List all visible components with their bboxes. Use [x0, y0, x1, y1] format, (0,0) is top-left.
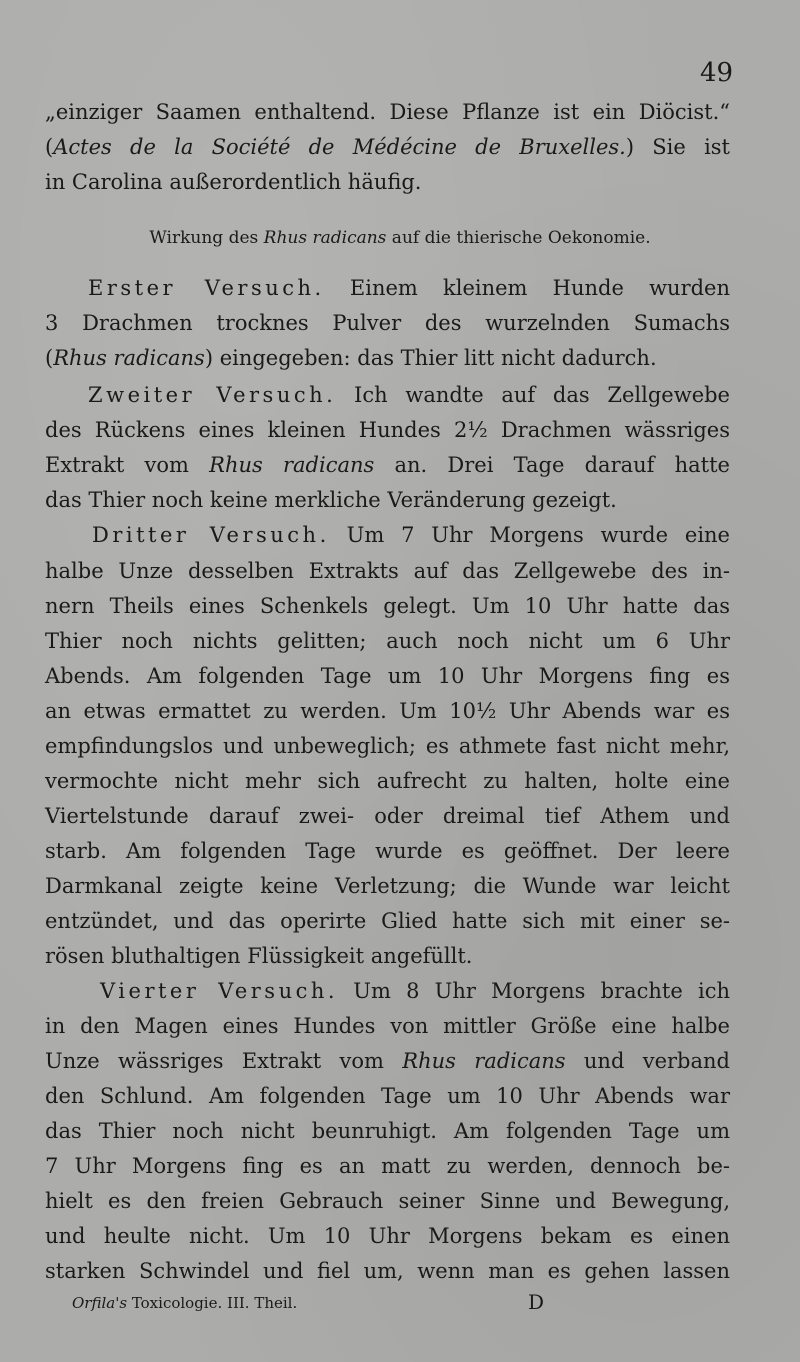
text: das Thier noch keine merkliche Veränderung gezeigt. [45, 488, 617, 512]
text: und heulte nicht. Um 10 Uhr Morgens bekam es einen [45, 1224, 730, 1248]
text: vermochte nicht mehr sich aufrecht zu halten, holte eine [45, 769, 730, 793]
text-line [45, 941, 730, 971]
signature-mark: D [528, 1290, 545, 1314]
text: an. Drei Tage darauf hatte [374, 453, 730, 477]
text-line [45, 132, 730, 162]
text-line [45, 308, 730, 338]
text-line [45, 1011, 730, 1041]
text-line [45, 591, 730, 621]
experiment-label: Dritter Versuch. [92, 523, 330, 547]
text: in Carolina außerordentlich häufig. [45, 170, 422, 194]
text: ) eingegeben: das Thier litt nicht dadurch. [204, 346, 657, 370]
text: Einem kleinem Hunde wurden [324, 276, 731, 300]
text-line [45, 556, 730, 586]
text: Ich wandte auf das Zellgewebe [336, 383, 730, 407]
page-number: 49 [700, 58, 734, 88]
text: 3 Drachmen trocknes Pulver des wurzelnden Sumachs [45, 311, 730, 335]
text: starken Schwindel und fiel um, wenn man es gehen lassen [45, 1259, 730, 1283]
text: starb. Am folgenden Tage wurde es geöffnet. Der leere [45, 839, 730, 863]
text-line [100, 976, 730, 1006]
text: Um 7 Uhr Morgens wurde eine [329, 523, 730, 547]
text-line [45, 415, 730, 445]
text: rösen bluthaltigen Flüssigkeit angefüllt. [45, 944, 473, 968]
text-line [45, 801, 730, 831]
species-name: Rhus radicans [209, 453, 375, 477]
text-line [45, 766, 730, 796]
text: das Thier noch nicht beunruhigt. Am folgenden Tage um [45, 1119, 730, 1143]
text-line [88, 380, 730, 410]
text-line [45, 1256, 730, 1286]
text: entzündet, und das operirte Glied hatte sich mit einer se- [45, 909, 730, 933]
text: 7 Uhr Morgens fing es an matt zu werden, dennoch be- [45, 1154, 730, 1178]
text-line [45, 343, 730, 373]
text-line [45, 1186, 730, 1216]
species-name: Rhus radicans [53, 346, 205, 370]
text: an etwas ermattet zu werden. Um 10½ Uhr Abends war es [45, 699, 730, 723]
text-line [45, 661, 730, 691]
experiment-label: Vierter Versuch. [100, 979, 339, 1003]
text-line [45, 906, 730, 936]
text-line [45, 696, 730, 726]
text-line [45, 1221, 730, 1251]
text: des Rückens eines kleinen Hundes 2½ Drachmen wässriges [45, 418, 730, 442]
text: Thier noch nichts gelitten; auch noch nicht um 6 Uhr [45, 629, 730, 653]
section-heading [0, 228, 800, 248]
text-line [45, 731, 730, 761]
text-line [45, 1081, 730, 1111]
text-line [45, 485, 730, 515]
species-name: Rhus radicans [263, 228, 387, 248]
footer-author: Orfila's [72, 1294, 128, 1312]
text: Viertelstunde darauf zwei- oder dreimal tief Athem und [45, 804, 730, 828]
text: Unze wässriges Extrakt vom [45, 1049, 403, 1073]
footer-title: Toxicologie. III. Theil. [127, 1294, 298, 1312]
experiment-label: Zweiter Versuch. [88, 383, 337, 407]
text: ( [45, 346, 54, 370]
text-line [88, 273, 730, 303]
text: Abends. Am folgenden Tage um 10 Uhr Morgens fing es [45, 664, 730, 688]
text-line [45, 167, 730, 197]
text: den Schlund. Am folgenden Tage um 10 Uhr Abends war [45, 1084, 730, 1108]
text-line [45, 97, 730, 127]
species-name: Rhus radicans [402, 1049, 566, 1073]
footer-signature [72, 1294, 297, 1312]
text-line [45, 871, 730, 901]
citation-title: Actes de la Société de Médécine de Bruxelles. [53, 135, 626, 159]
text-line [45, 1151, 730, 1181]
text: Extrakt vom [45, 453, 210, 477]
text-line [45, 1046, 730, 1076]
text-line [45, 626, 730, 656]
text-line [45, 450, 730, 480]
text: Darmkanal zeigte keine Verletzung; die Wunde war leicht [45, 874, 730, 898]
text: Wirkung des [149, 228, 264, 248]
text: nern Theils eines Schenkels gelegt. Um 10 Uhr hatte das [45, 594, 730, 618]
experiment-label: Erster Versuch. [88, 276, 325, 300]
text: „einziger Saamen enthaltend. Diese Pflanze ist ein Diöcist.“ [45, 100, 730, 124]
text-line [45, 1116, 730, 1146]
text: hielt es den freien Gebrauch seiner Sinne und Bewegung, [45, 1189, 730, 1213]
text: halbe Unze desselben Extrakts auf das Zellgewebe des in- [45, 559, 730, 583]
text: in den Magen eines Hundes von mittler Größe eine halbe [45, 1014, 730, 1038]
text: und verband [565, 1049, 730, 1073]
text: Um 8 Uhr Morgens brachte ich [338, 979, 730, 1003]
text-line [45, 836, 730, 866]
text-line [92, 520, 730, 550]
text: empfindungslos und unbeweglich; es athmete fast nicht mehr, [45, 734, 730, 758]
text: ( [45, 135, 54, 159]
text: auf die thierische Oekonomie. [386, 228, 651, 248]
text: ) Sie ist [625, 135, 730, 159]
